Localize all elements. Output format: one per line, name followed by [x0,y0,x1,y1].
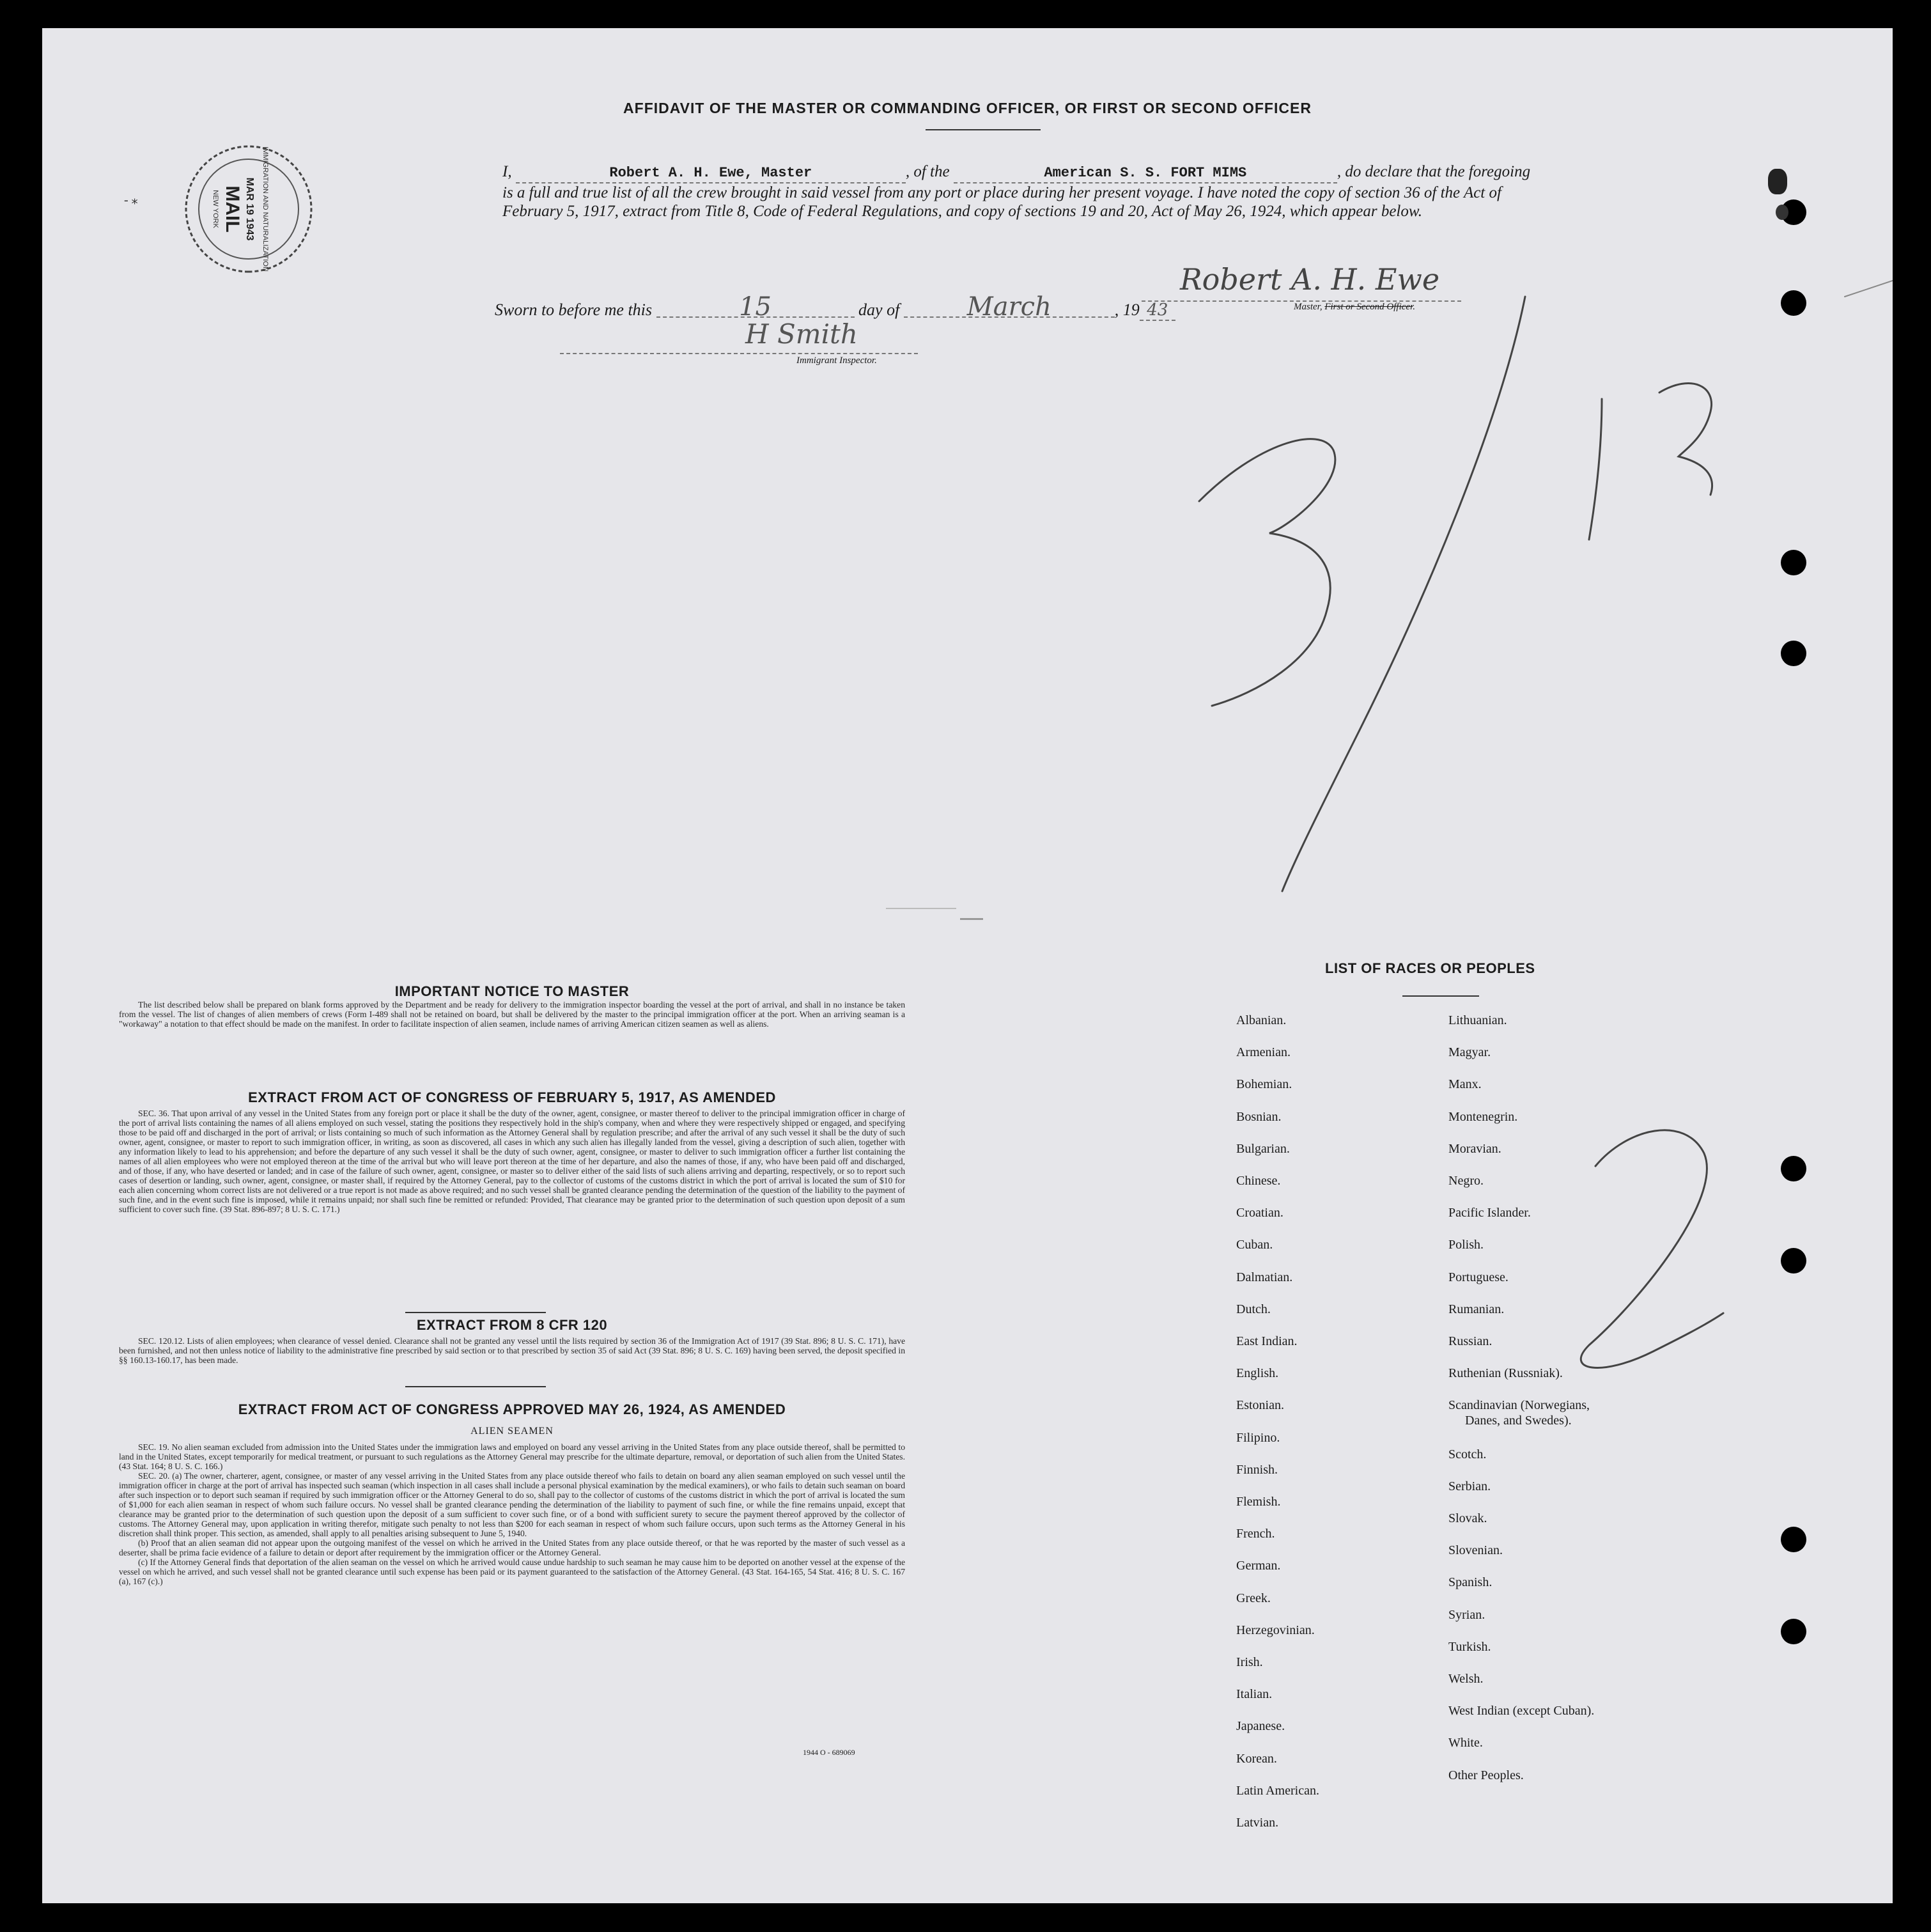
race-item: Scandinavian (Norwegians, [1448,1398,1590,1413]
race-item: Italian. [1236,1687,1273,1702]
vessel-name-field: American S. S. FORT MIMS [954,164,1337,183]
race-item: Croatian. [1236,1206,1283,1220]
alien-seamen-subtitle: ALIEN SEAMEN [470,1426,554,1437]
of-the-label: , of the [905,163,950,180]
race-item: Armenian. [1236,1045,1291,1060]
extract-1917-text [119,1109,905,1214]
ink-mark [1768,169,1787,194]
race-item: Turkish. [1448,1639,1491,1654]
race-item: Portuguese. [1448,1270,1508,1284]
race-item: Serbian. [1448,1479,1491,1493]
race-item: Polish. [1448,1238,1484,1252]
race-item: Flemish. [1236,1495,1281,1509]
race-item: Scotch. [1448,1447,1487,1461]
binder-hole [1781,1156,1806,1181]
race-item: Slovak. [1448,1511,1487,1525]
race-item: West Indian (except Cuban). [1448,1704,1595,1718]
race-item: Montenegrin. [1448,1109,1518,1124]
race-item: Danes, and Swedes). [1465,1414,1572,1428]
caption-struck-officer: First or Second Officer [1324,302,1413,312]
handwritten-thirteen [1659,384,1712,495]
sec-20a-paragraph: SEC. 20. (a) The owner, charterer, agent, consignee, or master of any vessel arriving in the United States from any place outside thereof who fails to detain on board any alien seaman employed on such vessel until the immigration officer in charge at the port of arrival has inspected such seaman (which inspection in all cases shall include a personal physical examination by the medical examiners), or who fails to detain such seaman on board after such inspection or to deport such seaman if required by such immigration officer or the Attorney General to do so, shall pay to the collector of customs of the customs district in which the port of arrival is located the sum of $1,000 for each alien seaman in respect of whom such failure occurs. No vessel shall be granted clearance pending the determination of the liability to payment of such fine, or while the fine remains unpaid, except that clearance may be granted prior to the determination of such question upon the deposit of a sum sufficient to cover such fine, or of a bond with sufficient surety to secure the payment thereof approved by the collector of customs. The Attorney General may, upon application in writing therefor, mitigate such penalty to not less than $200 for each seaman in respect of whom such failure occurs, upon such terms as the Attorney General in his discretion shall think proper. This section, as amended, shall apply to all penalties arising subsequent to June 5, 1940. [119,1471,905,1538]
section-rule-1 [405,1312,546,1313]
race-item: Chinese. [1236,1174,1281,1188]
race-item: East Indian. [1236,1334,1298,1348]
sec-19-paragraph: SEC. 19. No alien seaman excluded from admission into the United States under the immigration laws and employed on board any vessel arriving in the United States from any place outside thereof, shall be permitted to land in the United States, except temporarily for medical treatment, or pursuant to such regulations as the Attorney General may prescribe for the ultimate departure, removal, or deportation of such alien from the United States. (43 Stat. 164; 8 U. S. C. 166.) [119,1442,905,1471]
race-item: Bulgarian. [1236,1141,1290,1156]
binder-hole [1781,1527,1806,1552]
year-prefix: , 19 [1114,300,1140,319]
race-item: Dalmatian. [1236,1270,1293,1284]
race-item: French. [1236,1527,1275,1541]
sworn-month: March [904,298,1115,318]
race-item: White. [1448,1736,1483,1750]
extract-1917-title: EXTRACT FROM ACT OF CONGRESS OF FEBRUARY 5, 1917, AS AMENDED [248,1089,776,1105]
master-signature: Robert A. H. Ewe [1180,262,1440,297]
race-item: Lithuanian. [1448,1013,1507,1027]
race-item: Pacific Islander. [1448,1206,1531,1220]
stamp-date: MAR 19 1943 [244,177,255,241]
ink-mark [1776,205,1788,220]
document-page [42,28,1893,1903]
stamp-mail: MAIL [222,185,243,233]
race-item: Filipino. [1236,1430,1280,1445]
handwritten-slash [1282,297,1525,891]
race-item: Slovenian. [1448,1543,1503,1558]
race-item: English. [1236,1366,1279,1381]
sec-20b-paragraph: (b) Proof that an alien seaman did not appear upon the outgoing manifest of the vessel on which he arrived in the United States from any place outside thereof, or that he was reported by the master of such vessel as a deserter, shall be prima facie evidence of a failure to detain or deport after requirement by the immigration officer or the Attorney General. [119,1538,905,1557]
race-item: Spanish. [1448,1575,1493,1590]
notice-title: IMPORTANT NOTICE TO MASTER [394,983,630,999]
inspector-caption: Immigrant Inspector. [796,355,877,366]
race-item: Korean. [1236,1751,1277,1766]
races-rule [1402,995,1479,997]
race-item: Estonian. [1236,1398,1284,1413]
extract-1917-paragraph: SEC. 36. That upon arrival of any vessel in the United States from any foreign port or place it shall be the duty of the owner, agent, consignee, or master thereof to deliver to the principal immigration officer in charge of the port of arrival lists containing the names of all aliens employed on such vessel, stating the positions they respectively hold in the ship's company, when and where they were respectively shipped or engaged, and specifying those to be paid off and discharged in the port of arrival; or lists containing so much of such information as the Attorney General shall by regulation prescribe; and after the arrival of any such vessel it shall be the duty of such owner, agent, consignee, or master to report to such immigration officer, in writing, as soon as discovered, all cases in which any such alien has illegally landed from the vessel, giving a description of such alien, together with any information likely to lead to his apprehension; and before the departure of any such vessel it shall be the duty of such owner, agent, consignee, or master to deliver to such immigration officer a further list containing the names of all alien employees who were not employed thereon at the time of the arrival but who will leave port thereon at the time of her departure, and also the names of those, if any, who have been paid off and discharged, and of those, if any, who have deserted or landed; and in case of the failure of such owner, agent, consignee, or master so to deliver either of the said lists of such aliens arriving and departing, respectively, or so to report such cases of desertion or landing, such owner, agent, consignee, or master shall, if required by the Attorney General, pay to the collector of customs of the customs district in which the port of arrival is located the sum of $10 for each alien concerning whom correct lists are not delivered or a true report is not made as above required; and no such vessel shall be granted clearance pending the determination of the question of the liability to the payment of such fine, and in the event such fine is imposed, while it remains unpaid; nor shall such fine be remitted or refunded: Provided, That clearance may be granted prior to the determination of such question upon deposit of a sum sufficient to cover such fine. (39 Stat. 896-897; 8 U. S. C. 171.) [119,1109,905,1214]
notice-paragraph: The list described below shall be prepared on blank forms approved by the Department and be ready for delivery to the immigration inspector boarding the vessel at the port of arrival, and shall in no instance be taken from the vessel. The list of changes of alien members of crews (Form I-489 shall not be retained on board, but shall be delivered by the master to the principal immigration officer at the port. When an arriving seaman is a "workaway" a notation to that effect should be made on the manifest. In order to facilitate inspection of alien seamen, include names of arriving American citizen seamen as well as aliens. [119,1000,905,1029]
sec-20c-paragraph: (c) If the Attorney General finds that deportation of the alien seaman on the vessel on which he arrived would cause undue hardship to such seaman he may cause him to be deported on another vessel at the expense of the vessel on which he arrived, and such vessel shall not be granted clearance until such expense has been paid or its payment guaranteed to the satisfaction of the Attorney General. (43 Stat. 164-165, 54 Stat. 416; 8 U. S. C. 167 (a), 167 (c).) [119,1557,905,1586]
race-item: Bosnian. [1236,1109,1282,1124]
stamp-city: NEW YORK [212,190,219,228]
race-item: Latvian. [1236,1816,1279,1830]
extract-cfr-text [119,1336,905,1365]
extract-cfr-title: EXTRACT FROM 8 CFR 120 [416,1317,608,1333]
race-item: Albanian. [1236,1013,1287,1027]
sworn-label: Sworn to before me this [495,300,653,319]
stamp-top-text: IMMIGRATION AND NATURALIZATION [261,146,269,272]
race-item: Moravian. [1448,1141,1501,1156]
race-item: Rumanian. [1448,1302,1505,1316]
extract-1924-title: EXTRACT FROM ACT OF CONGRESS APPROVED MAY 26, 1924, AS AMENDED [238,1401,786,1417]
race-item: Ruthenian (Russniak). [1448,1366,1563,1381]
race-item: Bohemian. [1236,1077,1292,1092]
extract-cfr-paragraph: SEC. 120.12. Lists of alien employees; when clearance of vessel denied. Clearance shall not be granted any vessel until the lists required by section 36 of the Immigration Act of 1917 (39 Stat. 896; 8 U. S. C. 171), have been furnished, and not then unless notice of liability to the administrative fine prescribed by said section or to that prescribed by section 35 of said Act (39 Stat. 896; 8 U. S. C. 169) having been served, the deposit specified in §§ 160.13-160.17, has been made. [119,1336,905,1365]
race-item: Russian. [1448,1334,1493,1348]
race-item: Negro. [1448,1174,1484,1188]
sworn-day: 15 [656,298,855,318]
race-item: Magyar. [1448,1045,1491,1060]
caption-period: . [1413,302,1415,312]
inspector-signature: H Smith [745,318,858,350]
race-item: Other Peoples. [1448,1768,1524,1782]
affidavit-title: AFFIDAVIT OF THE MASTER OR COMMANDING OFFICER, OR FIRST OR SECOND OFFICER [623,100,1312,116]
binder-hole [1781,550,1806,575]
day-of-label: day of [858,300,900,319]
race-item: Irish. [1236,1655,1263,1669]
race-item: Herzegovinian. [1236,1623,1315,1637]
section-rule-2 [405,1386,546,1387]
binder-hole [1781,1619,1806,1644]
races-title: LIST OF RACES OR PEOPLES [1325,960,1535,976]
notice-text [119,1000,905,1029]
handwritten-three [1199,439,1335,706]
handwritten-annotations [42,28,1893,1903]
race-item: Greek. [1236,1591,1271,1605]
print-code: 1944 O - 689069 [803,1748,855,1757]
affidavit-pronoun: I, [502,163,512,180]
caption-master: Master, [1294,302,1325,312]
race-item: Welsh. [1448,1672,1484,1686]
master-name-field: Robert A. H. Ewe, Master [516,164,906,183]
extract-1924-text [119,1442,905,1586]
binder-hole [1781,641,1806,666]
race-item: Manx. [1448,1077,1482,1092]
race-item: Dutch. [1236,1302,1271,1316]
dash-mark: - ⁎ [124,193,138,207]
faint-mark-2 [960,918,983,920]
race-item: German. [1236,1559,1281,1573]
affidavit-body-text: that the foregoing is a full and true list of all the crew brought in said vessel from any port or place during her present voyage. I have noted the copy of section 36 of the Act of February 5, 1917, extract from Title 8, Code of Federal Regulations, and copy of sections 19 and 20, Act of May 26, 1924, which appear below. [502,163,1531,220]
handwritten-two [1581,1130,1723,1368]
faint-mark-1 [886,908,956,909]
race-item: Cuban. [1236,1238,1273,1252]
binder-hole [1781,1248,1806,1274]
race-item: Syrian. [1448,1607,1485,1622]
sworn-year: 43 [1140,301,1175,321]
binder-hole [1781,290,1806,316]
race-item: Finnish. [1236,1462,1278,1477]
race-item: Latin American. [1236,1783,1319,1798]
do-declare-label: , do declare [1337,163,1413,180]
race-item: Japanese. [1236,1719,1285,1734]
